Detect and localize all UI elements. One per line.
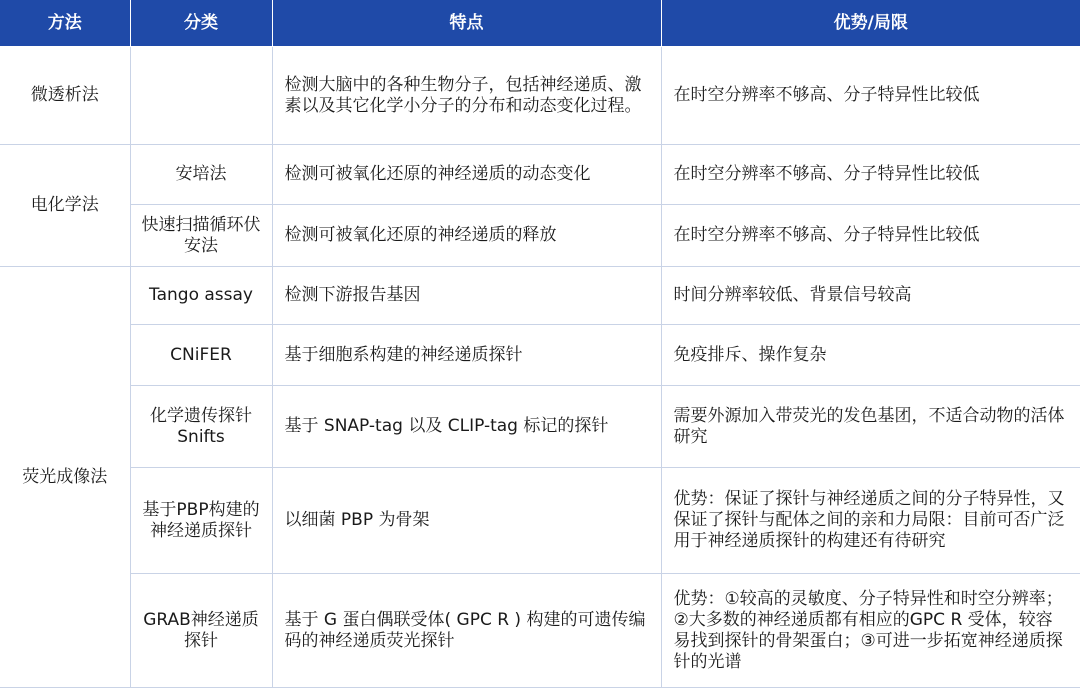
header-feature: 特点 bbox=[272, 0, 661, 47]
header-category: 分类 bbox=[130, 0, 272, 47]
advantage-cell: 在时空分辨率不够高、分子特异性比较低 bbox=[661, 205, 1080, 267]
category-cell: 化学遗传探针Snifts bbox=[130, 386, 272, 468]
table-row bbox=[0, 47, 1080, 145]
advantage-cell: 优势：保证了探针与神经递质之间的分子特异性，又保证了探针与配体之间的亲和力局限：目前可否广泛用于神经递质探针的构建还有待研究 bbox=[661, 468, 1080, 574]
table-row bbox=[0, 386, 1080, 468]
feature-cell: 检测可被氧化还原的神经递质的释放 bbox=[272, 205, 661, 267]
table-row bbox=[0, 145, 1080, 205]
advantage-cell: 时间分辨率较低、背景信号较高 bbox=[661, 267, 1080, 325]
category-cell: Tango assay bbox=[130, 267, 272, 325]
feature-cell: 基于 G 蛋白偶联受体( GPC R ) 构建的可遗传编码的神经递质荧光探针 bbox=[272, 574, 661, 688]
table-row bbox=[0, 574, 1080, 688]
feature-cell: 检测下游报告基因 bbox=[272, 267, 661, 325]
feature-cell: 基于 SNAP-tag 以及 CLIP-tag 标记的探针 bbox=[272, 386, 661, 468]
table-row bbox=[0, 267, 1080, 325]
advantage-cell: 免疫排斥、操作复杂 bbox=[661, 325, 1080, 386]
advantage-cell: 优势：①较高的灵敏度、分子特异性和时空分辨率；②大多数的神经递质都有相应的GPC R 受体，较容易找到探针的骨架蛋白；③可进一步拓宽神经递质探针的光谱 bbox=[661, 574, 1080, 688]
category-cell: CNiFER bbox=[130, 325, 272, 386]
advantage-cell: 在时空分辨率不够高、分子特异性比较低 bbox=[661, 47, 1080, 145]
table-row bbox=[0, 468, 1080, 574]
category-cell: GRAB神经递质探针 bbox=[130, 574, 272, 688]
advantage-cell: 在时空分辨率不够高、分子特异性比较低 bbox=[661, 145, 1080, 205]
feature-cell: 检测可被氧化还原的神经递质的动态变化 bbox=[272, 145, 661, 205]
header-advantage: 优势/局限 bbox=[661, 0, 1080, 47]
method-cell: 微透析法 bbox=[0, 47, 130, 145]
category-cell bbox=[130, 47, 272, 145]
feature-cell: 以细菌 PBP 为骨架 bbox=[272, 468, 661, 574]
advantage-cell: 需要外源加入带荧光的发色基团，不适合动物的活体研究 bbox=[661, 386, 1080, 468]
method-cell: 荧光成像法 bbox=[0, 267, 130, 688]
category-cell: 安培法 bbox=[130, 145, 272, 205]
category-cell: 快速扫描循环伏安法 bbox=[130, 205, 272, 267]
method-cell: 电化学法 bbox=[0, 145, 130, 267]
table-row bbox=[0, 325, 1080, 386]
feature-cell: 检测大脑中的各种生物分子，包括神经递质、激素以及其它化学小分子的分布和动态变化过程。 bbox=[272, 47, 661, 145]
feature-cell: 基于细胞系构建的神经递质探针 bbox=[272, 325, 661, 386]
category-cell: 基于PBP构建的神经递质探针 bbox=[130, 468, 272, 574]
header-method: 方法 bbox=[0, 0, 130, 47]
table-row bbox=[0, 205, 1080, 267]
header-row bbox=[0, 0, 1080, 47]
